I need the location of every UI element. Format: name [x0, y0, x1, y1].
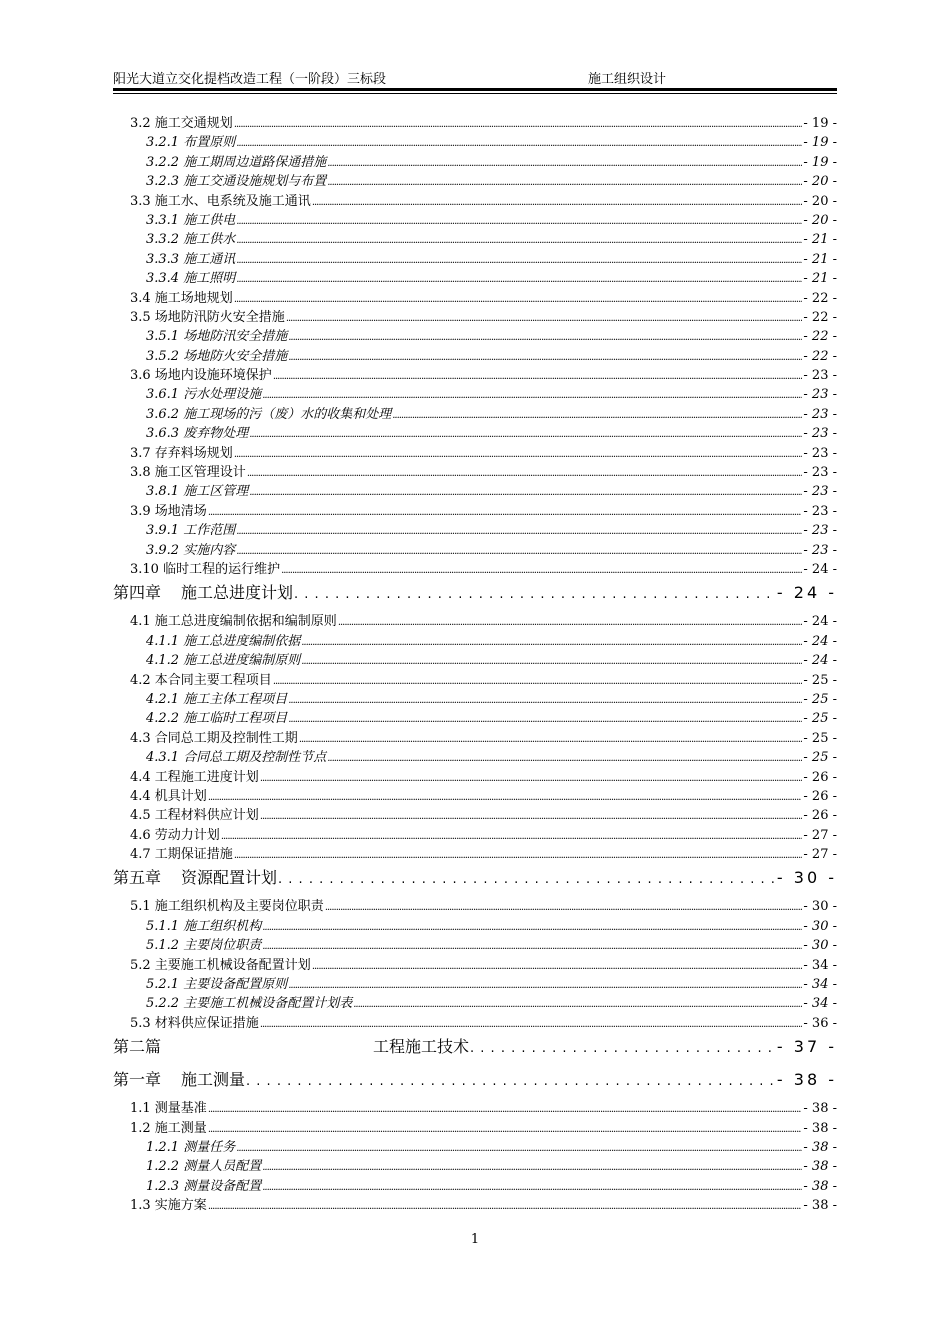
toc-entry-title: 4.2.2 施工临时工程项目	[146, 711, 288, 727]
toc-entry-title: 3.2.1 布置原则	[146, 135, 236, 151]
toc-entry-title	[113, 1066, 245, 1094]
toc-entry-title: 3.10 临时工程的运行维护	[130, 561, 281, 577]
toc-chapter-title: 施工测量	[181, 1070, 246, 1090]
toc-entry-title: 1.3 实施方案	[130, 1198, 207, 1214]
toc-entry-title: 4.5 工程材料供应计划	[130, 808, 259, 824]
table-of-contents	[113, 114, 837, 1216]
toc-page-number: - 24 -	[803, 614, 837, 630]
toc-entry-title: 5.1.2 主要岗位职责	[146, 938, 262, 954]
toc-dot-leader	[273, 366, 803, 385]
toc-dot-leader	[301, 632, 802, 651]
toc-entry-title: 4.1 施工总进度编制依据和编制原则	[130, 614, 337, 630]
toc-page-number: - 24 -	[776, 583, 837, 603]
toc-chapter-title: 工程施工技术	[373, 1037, 470, 1057]
toc-page-number: - 24 -	[803, 561, 837, 577]
toc-entry-title: 3.4 施工场地规划	[130, 290, 233, 306]
toc-dot-leader	[208, 1119, 803, 1138]
toc-dot-leader	[262, 1157, 802, 1176]
toc-page-number: - 20 -	[803, 174, 837, 190]
toc-dot-leader	[470, 1033, 776, 1063]
toc-dot-leader	[236, 1138, 802, 1157]
toc-entry-title: 3.6.2 施工现场的污（废）水的收集和处理	[146, 406, 392, 422]
toc-page-number: - 23 -	[803, 503, 837, 519]
toc-section-entry[interactable]	[113, 729, 837, 748]
toc-page-number: - 34 -	[803, 977, 837, 993]
toc-page-number: - 38 -	[803, 1120, 837, 1136]
toc-dot-leader	[392, 405, 802, 424]
header-project-title: 阳光大道立交化提档改造工程（一阶段）三标段	[113, 72, 387, 87]
toc-section-entry[interactable]	[113, 956, 837, 975]
toc-section-entry[interactable]	[113, 1099, 837, 1118]
toc-page-number: - 27 -	[803, 847, 837, 863]
toc-dot-leader	[236, 250, 802, 269]
toc-chapter-entry[interactable]	[113, 579, 837, 612]
toc-chapter-label: 第四章	[113, 583, 162, 603]
toc-entry-title: 3.3.1 施工供电	[146, 212, 236, 228]
toc-subsection-entry[interactable]	[113, 541, 837, 560]
toc-subsection-entry[interactable]	[113, 521, 837, 540]
toc-subsection-entry[interactable]	[113, 211, 837, 230]
toc-subsection-entry[interactable]	[113, 133, 837, 152]
toc-subsection-entry[interactable]	[113, 1157, 837, 1176]
toc-entry-title: 4.7 工期保证措施	[130, 847, 233, 863]
toc-entry-title: 3.6 场地内设施环境保护	[130, 368, 272, 384]
toc-page-number: - 25 -	[803, 730, 837, 746]
toc-subsection-entry[interactable]	[113, 748, 837, 767]
toc-page-number: - 23 -	[803, 368, 837, 384]
toc-dot-leader	[294, 579, 776, 609]
toc-subsection-entry[interactable]	[113, 709, 837, 728]
toc-page-number: - 38 -	[803, 1178, 837, 1194]
toc-page-number: - 23 -	[803, 542, 837, 558]
toc-subsection-entry[interactable]	[113, 994, 837, 1013]
toc-entry-title	[113, 1033, 469, 1061]
toc-section-entry[interactable]	[113, 308, 837, 327]
toc-entry-title: 3.6.3 废弃物处理	[146, 426, 249, 442]
toc-subsection-entry[interactable]	[113, 690, 837, 709]
toc-dot-leader	[234, 114, 803, 133]
toc-dot-leader	[234, 444, 803, 463]
page-header	[113, 66, 837, 88]
toc-dot-leader	[236, 269, 802, 288]
toc-section-entry[interactable]	[113, 787, 837, 806]
toc-page-number: - 22 -	[803, 329, 837, 345]
toc-page-number: - 30 -	[776, 868, 837, 888]
toc-dot-leader	[353, 994, 802, 1013]
toc-page-number: - 27 -	[803, 827, 837, 843]
toc-entry-title	[113, 864, 277, 892]
toc-dot-leader	[281, 560, 802, 579]
toc-page-number: - 24 -	[803, 653, 837, 669]
toc-subsection-entry[interactable]	[113, 482, 837, 501]
toc-subsection-entry[interactable]	[113, 385, 837, 404]
toc-subsection-entry[interactable]	[113, 327, 837, 346]
toc-page-number: - 21 -	[803, 232, 837, 248]
toc-subsection-entry[interactable]	[113, 250, 837, 269]
toc-dot-leader	[249, 482, 802, 501]
toc-entry-title: 5.1.1 施工组织机构	[146, 918, 262, 934]
toc-page-number: - 25 -	[803, 691, 837, 707]
toc-dot-leader	[327, 748, 802, 767]
toc-page-number: - 23 -	[803, 406, 837, 422]
toc-dot-leader	[288, 975, 802, 994]
toc-subsection-entry[interactable]	[113, 405, 837, 424]
toc-entry-title: 3.9 场地清场	[130, 503, 207, 519]
toc-entry-title: 4.2 本合同主要工程项目	[130, 672, 272, 688]
toc-subsection-entry[interactable]	[113, 1177, 837, 1196]
toc-page-number: - 20 -	[803, 193, 837, 209]
toc-page-number: - 37 -	[776, 1037, 837, 1057]
toc-dot-leader	[273, 671, 803, 690]
toc-page-number: - 38 -	[776, 1070, 837, 1090]
toc-page-number: - 21 -	[803, 251, 837, 267]
toc-dot-leader	[301, 651, 802, 670]
toc-page-number: - 25 -	[803, 672, 837, 688]
toc-entry-title: 3.5.2 场地防火安全措施	[146, 348, 288, 364]
toc-dot-leader	[262, 917, 802, 936]
toc-page-number: - 30 -	[803, 938, 837, 954]
toc-section-entry[interactable]	[113, 1014, 837, 1033]
toc-dot-leader	[327, 172, 802, 191]
toc-section-entry[interactable]	[113, 366, 837, 385]
toc-entry-title: 3.8.1 施工区管理	[146, 484, 249, 500]
toc-page-number: - 23 -	[803, 387, 837, 403]
toc-dot-leader	[234, 289, 803, 308]
toc-dot-leader	[208, 502, 803, 521]
toc-dot-leader	[338, 612, 803, 631]
toc-subsection-entry[interactable]	[113, 347, 837, 366]
toc-dot-leader	[262, 1177, 802, 1196]
toc-subsection-entry[interactable]	[113, 172, 837, 191]
toc-entry-title: 3.3 施工水、电系统及施工通讯	[130, 193, 311, 209]
toc-dot-leader	[262, 936, 802, 955]
toc-entry-title: 3.3.2 施工供水	[146, 232, 236, 248]
toc-entry-title: 5.2 主要施工机械设备配置计划	[130, 957, 311, 973]
toc-entry-title: 3.5 场地防汛防火安全措施	[130, 309, 285, 325]
toc-entry-title: 5.1 施工组织机构及主要岗位职责	[130, 899, 324, 915]
toc-chapter-entry[interactable]	[113, 1066, 837, 1099]
toc-section-entry[interactable]	[113, 671, 837, 690]
toc-section-entry[interactable]	[113, 1196, 837, 1215]
toc-section-entry[interactable]	[113, 826, 837, 845]
toc-entry-title: 4.1.2 施工总进度编制原则	[146, 653, 301, 669]
toc-dot-leader	[325, 897, 803, 916]
toc-entry-title: 3.9.2 实施内容	[146, 542, 236, 558]
toc-dot-leader	[288, 347, 802, 366]
toc-dot-leader	[278, 864, 776, 894]
toc-entry-title: 3.2.3 施工交通设施规划与布置	[146, 174, 327, 190]
toc-subsection-entry[interactable]	[113, 424, 837, 443]
toc-section-entry[interactable]	[113, 289, 837, 308]
toc-section-entry[interactable]	[113, 463, 837, 482]
header-document-type: 施工组织设计	[588, 72, 667, 87]
toc-chapter-entry[interactable]	[113, 864, 837, 897]
toc-dot-leader	[208, 1099, 803, 1118]
toc-entry-title: 1.2.3 测量设备配置	[146, 1178, 262, 1194]
toc-chapter-label: 第五章	[113, 868, 162, 888]
toc-entry-title: 5.3 材料供应保证措施	[130, 1015, 259, 1031]
toc-section-entry[interactable]	[113, 502, 837, 521]
toc-section-entry[interactable]	[113, 897, 837, 916]
toc-section-entry[interactable]	[113, 768, 837, 787]
toc-entry-title: 3.7 存弃料场规划	[130, 445, 233, 461]
toc-page-number: - 34 -	[803, 957, 837, 973]
toc-entry-title: 3.2 施工交通规划	[130, 116, 233, 131]
toc-entry-title: 5.2.1 主要设备配置原则	[146, 977, 288, 993]
toc-chapter-label: 第一章	[113, 1070, 162, 1090]
toc-dot-leader	[312, 192, 803, 211]
toc-page-number: - 19 -	[803, 135, 837, 151]
toc-chapter-entry[interactable]	[113, 1033, 837, 1066]
toc-page-number: - 23 -	[803, 426, 837, 442]
toc-page-number: - 22 -	[803, 290, 837, 306]
toc-page-number: - 25 -	[803, 750, 837, 766]
toc-page-number: - 30 -	[803, 899, 837, 915]
toc-dot-leader	[208, 1196, 803, 1215]
toc-page-number: - 25 -	[803, 711, 837, 727]
toc-entry-title: 3.6.1 污水处理设施	[146, 387, 262, 403]
toc-subsection-entry[interactable]	[113, 1138, 837, 1157]
header-rule-thick	[113, 88, 837, 91]
toc-section-entry[interactable]	[113, 612, 837, 631]
toc-page-number: - 23 -	[803, 445, 837, 461]
toc-entry-title: 3.3.3 施工通讯	[146, 251, 236, 267]
toc-page-number: - 26 -	[803, 769, 837, 785]
toc-entry-title: 4.3.1 合同总工期及控制性节点	[146, 750, 327, 766]
toc-page-number: - 23 -	[803, 523, 837, 539]
toc-page-number: - 38 -	[803, 1198, 837, 1214]
toc-entry-title: 4.6 劳动力计划	[130, 827, 220, 843]
toc-subsection-entry[interactable]	[113, 153, 837, 172]
toc-dot-leader	[260, 806, 803, 825]
toc-subsection-entry[interactable]	[113, 917, 837, 936]
toc-entry-title: 3.2.2 施工期周边道路保通措施	[146, 154, 327, 170]
toc-entry-title: 3.9.1 工作范围	[146, 523, 236, 539]
toc-entry-title: 4.4 工程施工进度计划	[130, 769, 259, 785]
toc-section-entry[interactable]	[113, 444, 837, 463]
toc-entry-title: 1.2.2 测量人员配置	[146, 1159, 262, 1175]
toc-entry-title: 4.3 合同总工期及控制性工期	[130, 730, 298, 746]
toc-dot-leader	[327, 153, 802, 172]
toc-page-number: - 34 -	[803, 996, 837, 1012]
toc-dot-leader	[234, 845, 803, 864]
toc-subsection-entry[interactable]	[113, 975, 837, 994]
toc-subsection-entry[interactable]	[113, 632, 837, 651]
toc-dot-leader	[249, 424, 802, 443]
toc-page-number: - 26 -	[803, 808, 837, 824]
toc-dot-leader	[260, 1014, 803, 1033]
toc-page-number: - 22 -	[803, 348, 837, 364]
toc-page-number: - 38 -	[803, 1139, 837, 1155]
toc-page-number: - 19 -	[803, 116, 837, 131]
toc-section-entry[interactable]	[113, 1119, 837, 1138]
toc-dot-leader	[288, 709, 802, 728]
toc-page-number: - 24 -	[803, 633, 837, 649]
toc-subsection-entry[interactable]	[113, 230, 837, 249]
page-number: 1	[470, 1232, 480, 1247]
toc-entry-title	[113, 579, 293, 607]
toc-page-number: - 23 -	[803, 465, 837, 481]
toc-section-entry[interactable]	[113, 114, 837, 133]
toc-chapter-label: 第二篇	[113, 1037, 162, 1057]
toc-dot-leader	[236, 211, 802, 230]
toc-section-entry[interactable]	[113, 192, 837, 211]
toc-section-entry[interactable]	[113, 560, 837, 579]
toc-dot-leader	[247, 463, 803, 482]
toc-dot-leader	[262, 385, 802, 404]
toc-dot-leader	[246, 1066, 776, 1096]
toc-page-number: - 19 -	[803, 154, 837, 170]
toc-chapter-title: 资源配置计划	[181, 868, 278, 888]
toc-dot-leader	[288, 327, 802, 346]
toc-dot-leader	[221, 826, 803, 845]
toc-section-entry[interactable]	[113, 806, 837, 825]
toc-page-number: - 26 -	[803, 788, 837, 804]
toc-entry-title: 3.3.4 施工照明	[146, 271, 236, 287]
toc-dot-leader	[208, 787, 803, 806]
toc-page-number: - 23 -	[803, 484, 837, 500]
toc-entry-title: 5.2.2 主要施工机械设备配置计划表	[146, 996, 353, 1012]
toc-entry-title: 3.8 施工区管理设计	[130, 465, 246, 481]
toc-section-entry[interactable]	[113, 845, 837, 864]
toc-subsection-entry[interactable]	[113, 269, 837, 288]
toc-dot-leader	[236, 541, 802, 560]
toc-chapter-title: 施工总进度计划	[181, 583, 294, 603]
toc-dot-leader	[288, 690, 802, 709]
toc-dot-leader	[312, 956, 803, 975]
toc-page-number: - 20 -	[803, 212, 837, 228]
toc-entry-title: 1.2.1 测量任务	[146, 1139, 236, 1155]
header-rule-thin	[113, 93, 837, 94]
toc-entry-title: 3.5.1 场地防汛安全措施	[146, 329, 288, 345]
toc-dot-leader	[236, 133, 802, 152]
toc-dot-leader	[236, 230, 802, 249]
toc-entry-title: 1.2 施工测量	[130, 1120, 207, 1136]
toc-page-number: - 30 -	[803, 918, 837, 934]
toc-entry-title: 4.2.1 施工主体工程项目	[146, 691, 288, 707]
toc-entry-title: 1.1 测量基准	[130, 1101, 207, 1117]
toc-page-number: - 38 -	[803, 1159, 837, 1175]
toc-page-number: - 36 -	[803, 1015, 837, 1031]
toc-subsection-entry[interactable]	[113, 936, 837, 955]
toc-page-number: - 38 -	[803, 1101, 837, 1117]
toc-dot-leader	[299, 729, 803, 748]
toc-page-number: - 21 -	[803, 271, 837, 287]
toc-entry-title: 4.1.1 施工总进度编制依据	[146, 633, 301, 649]
toc-page-number: - 22 -	[803, 309, 837, 325]
toc-dot-leader	[260, 768, 803, 787]
toc-dot-leader	[236, 521, 802, 540]
toc-dot-leader	[286, 308, 803, 327]
toc-subsection-entry[interactable]	[113, 651, 837, 670]
toc-entry-title: 4.4 机具计划	[130, 788, 207, 804]
